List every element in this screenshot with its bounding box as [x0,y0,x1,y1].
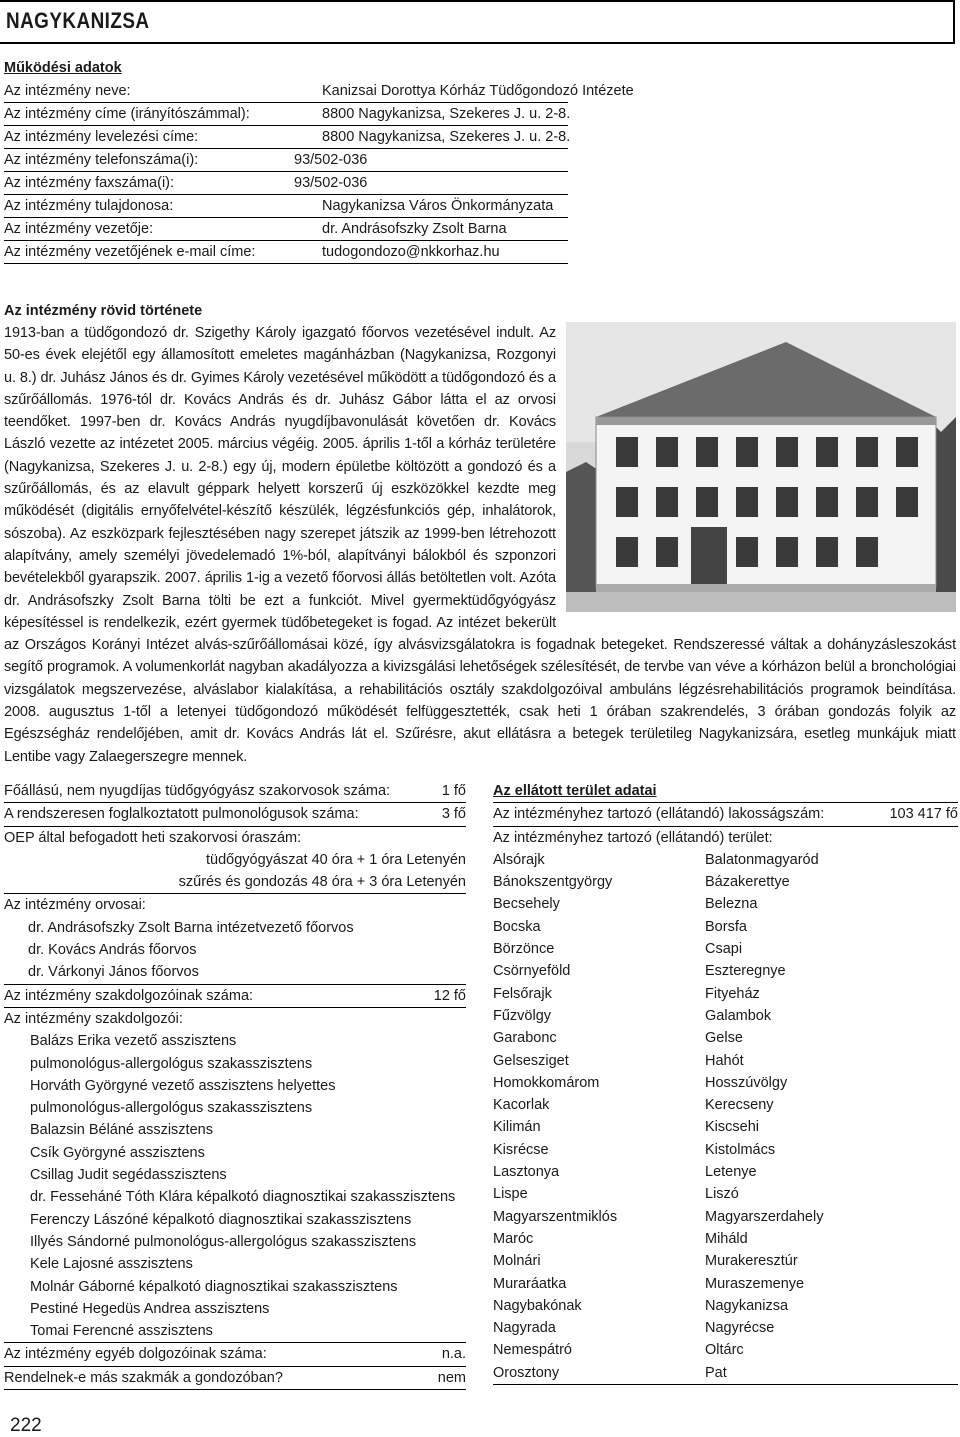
settlement-name: Galambok [705,1007,772,1024]
page-number: 222 [10,1415,42,1436]
settlement-name: Kilimán [493,1119,541,1136]
settlement-name: Muraszemenye [705,1275,805,1292]
settlement-name: Lispe [493,1186,528,1203]
oep-line: tüdőgyógyászat 40 óra + 1 óra Letenyén [206,851,466,868]
oep-label: OEP által befogadott heti szakorvosi óraszám: [4,829,302,846]
settlement-name: Liszó [705,1186,739,1203]
operating-data-title: Működési adatok [4,60,122,76]
operating-data-row [4,149,568,172]
operating-data-label: Az intézmény levelezési címe: [4,129,199,145]
pulmonologist-row [4,803,466,826]
settlement-name: Hosszúvölgy [705,1074,788,1091]
settlement-name: Hahót [705,1052,744,1069]
title-box [0,0,955,44]
nurse-item: Pestiné Hegedüs Andrea asszisztens [30,1300,270,1317]
operating-data-value: tudogondozo@nkkorhaz.hu [322,244,500,260]
settlement-name: Maróc [493,1230,534,1247]
settlement-name: Miháld [705,1230,748,1247]
building-image [566,322,956,612]
history-title: Az intézmény rövid története [4,303,203,319]
population-value: 103 417 fő [889,806,958,823]
fulltime-row [4,780,466,803]
service-area-title: Az ellátott terület adatai [493,783,657,799]
settlement-row [493,1072,958,1094]
settlement-name: Eszteregnye [705,963,786,980]
settlement-name: Magyarszentmiklós [493,1208,618,1225]
settlement-name: Alsórajk [493,851,545,868]
settlement-row [493,1228,958,1250]
operating-data-label: Az intézmény vezetőjének e-mail címe: [4,244,256,260]
nurse-count-value: 12 fő [433,987,466,1004]
settlement-row [493,1005,958,1027]
operating-data-value: dr. Andrásofszky Zsolt Barna [322,221,507,237]
settlement-name: Belezna [705,896,758,913]
settlement-name: Lasztonya [493,1164,560,1181]
population-row [493,803,958,826]
other-clinic-row [4,1367,466,1390]
settlement-row [493,916,958,938]
operating-data-row [4,172,568,195]
settlement-name: Nagykanizsa [705,1297,789,1314]
settlement-row [493,893,958,915]
doctor-item: dr. Várkonyi János főorvos [4,961,466,984]
settlements-list [493,849,958,1385]
settlement-name: Becsehely [493,896,560,913]
settlement-name: Nemespátró [493,1342,572,1359]
nurse-count-row [4,985,466,1008]
operating-data-value: 93/502-036 [294,175,368,191]
settlement-name: Gelsesziget [493,1052,569,1069]
oep-line: szűrés és gondozás 48 óra + 3 óra Letenyén [4,871,466,894]
operating-data-label: Az intézmény neve: [4,83,131,99]
settlement-name: Orosztony [493,1364,560,1381]
settlement-row [493,960,958,982]
settlement-row [493,1206,958,1228]
operating-data-label: Az intézmény címe (irányítószámmal): [4,106,250,122]
operating-data-label: Az intézmény faxszáma(i): [4,175,175,191]
settlement-row [493,1094,958,1116]
other-clinic-value: nem [437,1369,466,1386]
settlement-row [493,849,958,871]
settlement-name: Kiscsehi [705,1119,759,1136]
settlement-row [493,1183,958,1205]
pulmonologist-label: A rendszeresen foglalkoztatott pulmonológusok száma: [4,806,359,823]
fulltime-value: 1 fő [441,783,466,799]
operating-data-row [4,126,571,149]
nurse-item: Horváth Györgyné vezető asszisztens helyettes [30,1077,336,1094]
service-area-title-row [493,780,958,803]
staff-section [4,780,466,1390]
operating-data-label: Az intézmény vezetője: [4,221,154,237]
settlement-name: Borsfa [705,918,747,935]
doctor-item: dr. Andrásofszky Zsolt Barna intézetvezető főorvos [28,919,354,936]
fulltime-label: Főállású, nem nyugdíjas tüdőgyógyász szakorvosok száma: [4,783,391,799]
settlement-name: Kacorlak [493,1097,550,1114]
pulmonologist-value: 3 fő [441,806,466,823]
settlement-name: Magyarszerdahely [705,1208,824,1225]
settlement-row [493,1250,958,1272]
settlement-row [493,871,958,893]
nurse-item: pulmonológus-allergológus szakasszisztens [30,1055,313,1072]
page-title: NAGYKANIZSA [6,8,150,33]
settlement-name: Kistolmács [705,1141,776,1158]
area-label: Az intézményhez tartozó (ellátandó) terület: [493,829,773,846]
nurse-item: Csillag Judit segédasszisztens [30,1167,227,1184]
settlement-row [493,1050,958,1072]
nurse-item: Balazsin Béláné asszisztens [30,1122,213,1139]
nurse-item: Kele Lajosné asszisztens [30,1256,193,1273]
settlement-name: Bocska [493,918,541,935]
operating-data-value: Kanizsai Dorottya Kórház Tüdőgondozó Intézete [322,83,634,99]
settlement-row [493,938,958,960]
settlement-name: Csörnyeföld [493,963,571,980]
operating-data-value: Nagykanizsa Város Önkormányzata [322,198,554,214]
population-label: Az intézményhez tartozó (ellátandó) lakosságszám: [493,806,825,823]
other-value: n.a. [441,1346,466,1363]
settlement-name: Fityeház [705,985,760,1002]
operating-data-row [4,241,568,264]
settlement-name: Molnári [493,1253,541,1270]
operating-data-label: Az intézmény telefonszáma(i): [4,152,199,168]
settlement-row [493,1317,958,1339]
nurse-item: dr. Fesseháné Tóth Klára képalkotó diagnosztikai szakasszisztens [30,1189,456,1206]
nurses-label: Az intézmény szakdolgozói: [4,1010,183,1027]
settlement-row [493,1273,958,1295]
other-clinic-label: Rendelnek-e más szakmák a gondozóban? [4,1369,283,1386]
settlement-name: Letenye [705,1164,757,1181]
nurses-list [4,1030,466,1342]
nurse-item: Ferenczy Lászóné képalkotó diagnosztikai szakasszisztens [30,1211,412,1228]
settlement-row [493,1362,958,1385]
settlement-row [493,1027,958,1049]
settlement-name: Nagyrada [493,1320,556,1337]
operating-data-value: 8800 Nagykanizsa, Szekeres J. u. 2-8. [322,106,571,122]
service-area-section [493,780,958,1385]
settlement-name: Murakeresztúr [705,1253,798,1270]
nurse-item: pulmonológus-allergológus szakasszisztens [30,1100,313,1117]
doctors-label: Az intézmény orvosai: [4,897,146,914]
settlement-name: Gelse [705,1030,743,1047]
settlement-name: Nagyrécse [705,1320,775,1337]
settlement-name: Garabonc [493,1030,557,1047]
building-photo [566,322,956,612]
settlement-row [493,1139,958,1161]
nurse-item: Illyés Sándorné pulmonológus-allergológus szakasszisztens [30,1233,417,1250]
settlement-name: Oltárc [705,1342,744,1359]
settlement-name: Csapi [705,941,743,958]
doctor-item: dr. Kovács András főorvos [28,942,197,959]
operating-data-value: 8800 Nagykanizsa, Szekeres J. u. 2-8. [322,129,571,145]
nurse-item: Balázs Erika vezető asszisztens [30,1033,237,1050]
settlement-row [493,1116,958,1138]
settlement-name: Muraráatka [493,1275,567,1292]
history-text-block [4,322,956,768]
settlement-row [493,1295,958,1317]
settlement-name: Bánokszentgyörgy [493,874,613,891]
nurse-item: Csík Györgyné asszisztens [30,1144,205,1161]
other-label: Az intézmény egyéb dolgozóinak száma: [4,1346,267,1363]
history-text: 1913-ban a tüdőgondozó dr. Szigethy Károly igazgató főorvos vezetésével indult. Az 50-es évek elejétől egy államosított emeletes magánházban (Nagykanizsa, Rozgonyi u. 8.) dr. Juhász János és dr. Gyimes Károly vezetésével működött a tüdőgondozó és a szűrőállomás. 1976-tól dr. Kovács András és dr. Juhász Gábor látta el az orvosi teendőket. 1997-ben dr. Kovács András nyugdíjbavonulását követően dr. Kovács László vezette az intézetet 2005. március végéig. 2005. április 1-től a kórház területére (Nagykanizsa, Szekeres J. u. 2-8.) egy új, modern épületbe költözött a gondozó és a szűrőállomás, és az elavult géppark helyett korszerű új eszközökkel kezdte meg működését (digitális ernyőfelvétel-készítő készülék, légzésfunkciós gép, inhalátorok, sószoba). Az eszközpark fejlesztésében nagy szerepet játszik az 1999-ben létrehozott alapítvány, amely személyi jövedelemadó 1%-ból, alapítványi bálokból és szponzori bevételekből gyarapszik. 2007. április 1-ig a vezető főorvosi állás betöltetlen volt. Azóta dr. Andrásofszky Zsolt Barna tölti be ezt a funkciót. Mivel gyermektüdőgyógyász képesítéssel is rendelkezik, ezért gyermek tüdőbetegeket is fogad. Az intézet bekerült az Országos Korányi Intézet alvás-szűrőállomásai közé, így alvásvizsgálatokra is fogadnak betegeket. Rendszeressé váltak a dohányzásleszokást segítő programok. A volumenkorlát nagyban akadályozza a kivizsgálási lehetőségek szélesítését, de tervbe van véve a kórházon belül a bronchológiai vizsgálatok megszervezése, alváslabor kialakítása, a rehabilitációs osztály szakdolgozóival ambuláns légzésrehabilitációs programok beindítása. 2008. augusztus 1-től a letenyei tüdőgondozó működését felfüggesztették, csak heti 1 órában szakrendelés, 3 órában gondozás folyik az Egészségház rendelőjében, amit dr. Kovács András lát el. Szűrésre, akut ellátásra a betegek területileg Nagykanizsára, esetleg munkájuk miatt Lentibe vagy Zalaegerszegre mennek. [4,325,956,765]
settlement-name: Pat [705,1364,727,1381]
operating-data-row [4,80,634,103]
operating-data-label: Az intézmény tulajdonosa: [4,198,174,214]
settlement-name: Fűzvölgy [493,1007,552,1024]
settlement-name: Kerecseny [705,1097,774,1114]
settlement-name: Bázakerettye [705,874,790,891]
settlement-row [493,983,958,1005]
operating-data-row [4,218,568,241]
operating-data-row [4,195,568,218]
operating-data-row [4,103,571,126]
settlement-row [493,1161,958,1183]
settlement-name: Nagybakónak [493,1297,582,1314]
settlement-row [493,1339,958,1361]
nurse-count-label: Az intézmény szakdolgozóinak száma: [4,987,254,1004]
nurse-item: Tomai Ferencné asszisztens [30,1323,213,1340]
settlement-name: Börzönce [493,941,555,958]
settlement-name: Kisrécse [493,1141,549,1158]
settlement-name: Felsőrajk [493,985,552,1002]
settlement-name: Homokkomárom [493,1074,600,1091]
operating-data-value: 93/502-036 [294,152,368,168]
nurse-item: Molnár Gáborné képalkotó diagnosztikai szakasszisztens [30,1278,398,1295]
other-row [4,1342,466,1366]
settlement-name: Balatonmagyaród [705,851,819,868]
